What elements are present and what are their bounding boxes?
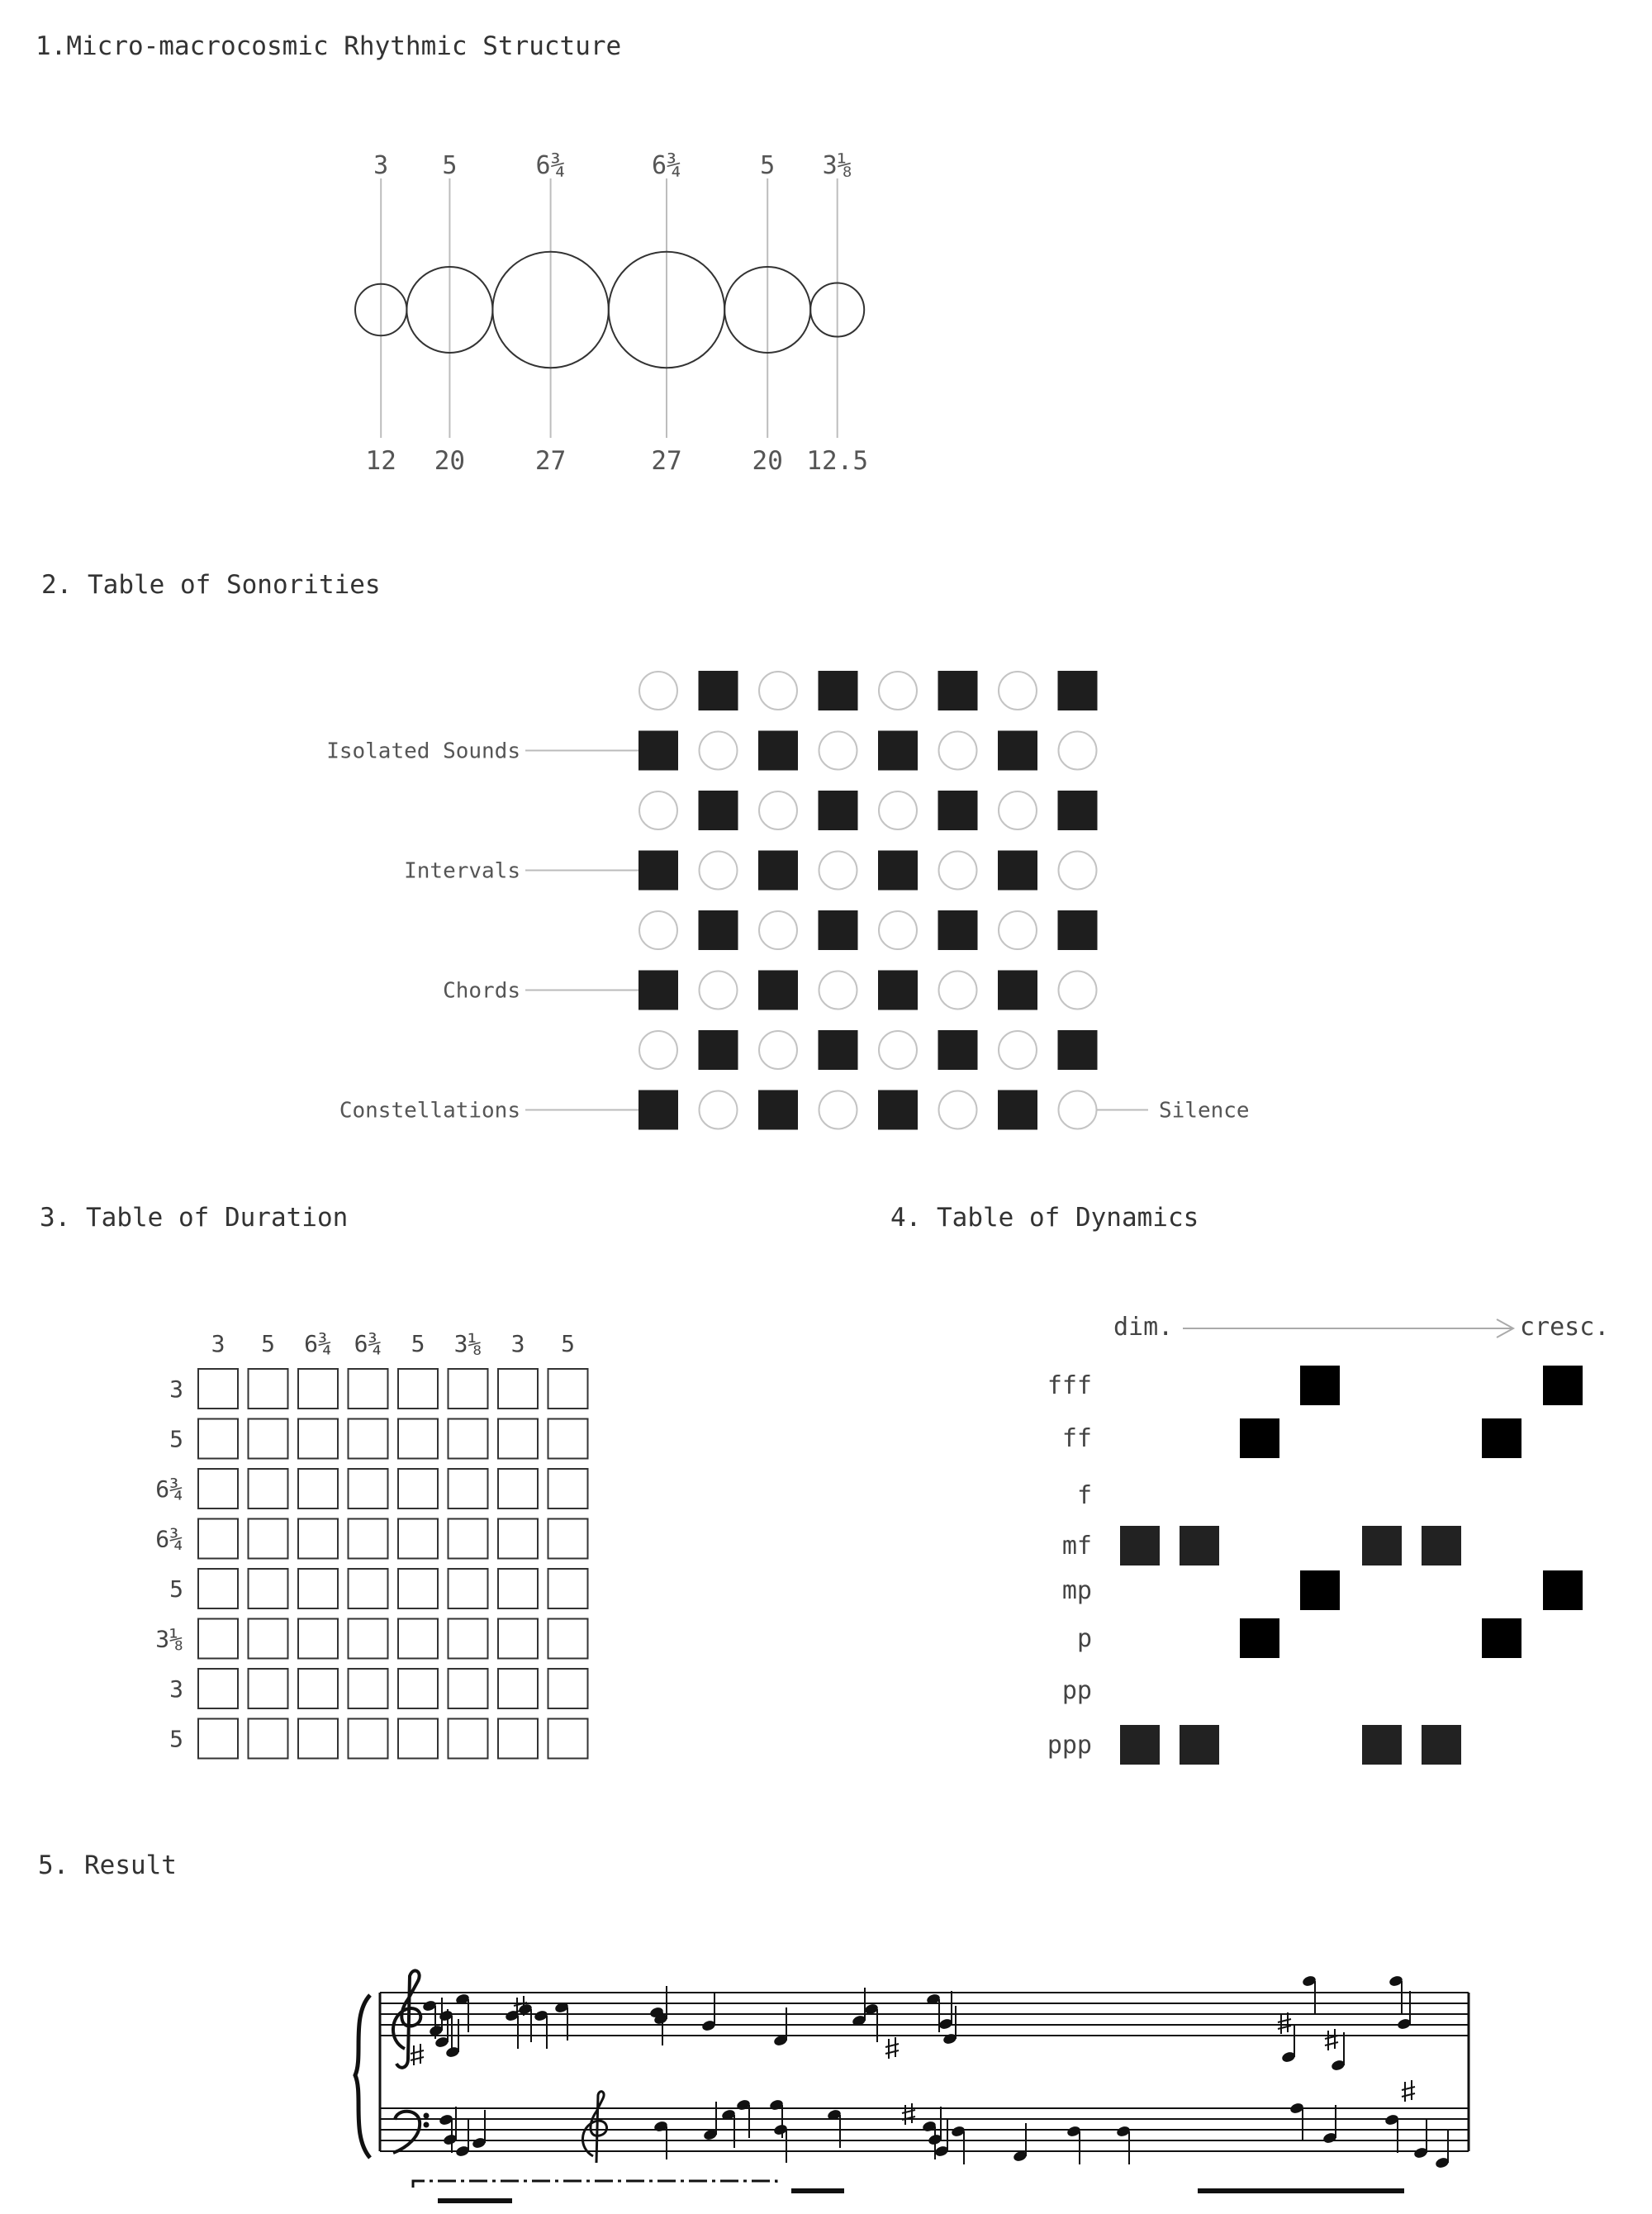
duration-row-header: 5	[169, 1425, 183, 1453]
sonority-filled-cell	[878, 971, 918, 1010]
sonority-filled-cell	[819, 1030, 858, 1070]
circle-bottom-label: 20	[434, 446, 466, 476]
sonority-empty-cell	[700, 1091, 738, 1129]
duration-cell	[498, 1719, 538, 1759]
dynamic-level-label: fff	[1047, 1371, 1092, 1400]
rhythm-circle-1	[355, 151, 406, 476]
duration-cell	[198, 1669, 238, 1708]
rhythm-circle-6	[806, 151, 868, 476]
sonority-filled-cell	[1058, 1030, 1098, 1070]
duration-cell	[498, 1569, 538, 1608]
duration-cell	[198, 1469, 238, 1508]
dynamic-level-label: pp	[1061, 1676, 1092, 1705]
duration-cell	[298, 1619, 338, 1659]
dynamics-table	[1047, 1313, 1610, 1765]
sonority-empty-cell	[759, 1031, 797, 1069]
sonority-empty-cell	[759, 672, 797, 710]
duration-row-header: 5	[169, 1575, 183, 1603]
circle-top-label: 5	[442, 151, 458, 180]
sonority-empty-cell	[999, 791, 1037, 829]
dynamic-mark	[1240, 1418, 1279, 1458]
duration-cell	[449, 1519, 488, 1559]
duration-cell	[548, 1619, 588, 1659]
sonority-filled-cell	[1058, 791, 1098, 830]
section5-title: 5. Result	[38, 1851, 177, 1880]
sonority-filled-cell	[998, 731, 1037, 771]
duration-cell	[298, 1419, 338, 1459]
duration-cell	[249, 1519, 288, 1559]
dynamic-level-label: f	[1076, 1481, 1092, 1510]
sonority-empty-cell	[999, 1031, 1037, 1069]
dynamic-mark	[1543, 1570, 1583, 1610]
duration-cell	[498, 1669, 538, 1708]
duration-row-header: 6¾	[155, 1525, 183, 1553]
duration-cell	[449, 1719, 488, 1759]
sonority-filled-cell	[699, 671, 738, 710]
duration-cell	[398, 1669, 438, 1708]
duration-table	[155, 1330, 587, 1759]
sonority-empty-cell	[879, 791, 917, 829]
bass-clef-dot-icon	[424, 2122, 429, 2127]
sonority-empty-cell	[759, 911, 797, 949]
duration-cell	[298, 1719, 338, 1759]
duration-cell	[498, 1469, 538, 1508]
dynamic-mark	[1422, 1725, 1461, 1765]
section3-title: 3. Table of Duration	[40, 1203, 349, 1233]
duration-cell	[349, 1419, 388, 1459]
sonority-filled-cell	[638, 1090, 678, 1130]
sonority-empty-cell	[819, 1091, 857, 1129]
duration-cell	[298, 1669, 338, 1708]
sonority-empty-cell	[819, 972, 857, 1010]
sonority-filled-cell	[758, 731, 798, 771]
section4-title: 4. Table of Dynamics	[890, 1203, 1199, 1233]
duration-cell	[249, 1669, 288, 1708]
dim-label: dim.	[1113, 1313, 1174, 1342]
section1-title: 1.Micro-macrocosmic Rhythmic Structure	[36, 31, 622, 61]
duration-row-header: 3	[169, 1375, 183, 1403]
grand-staff-brace	[355, 1995, 370, 2158]
sonority-filled-cell	[938, 910, 978, 950]
dynamic-mark	[1180, 1725, 1219, 1765]
duration-cell	[398, 1469, 438, 1508]
duration-cell	[198, 1619, 238, 1659]
duration-cell	[349, 1369, 388, 1409]
sonority-filled-cell	[819, 671, 858, 710]
dynamic-mark	[1482, 1618, 1521, 1658]
duration-cell	[349, 1619, 388, 1659]
sharp-icon	[1278, 2012, 1291, 2034]
duration-cell	[298, 1569, 338, 1608]
sonority-empty-cell	[939, 852, 977, 890]
sonority-empty-cell	[1059, 852, 1097, 890]
dynamic-mark	[1543, 1366, 1583, 1405]
circle-bottom-label: 27	[651, 446, 682, 476]
sonority-filled-cell	[1058, 910, 1098, 950]
duration-col-header: 3	[510, 1330, 525, 1357]
duration-cell	[298, 1469, 338, 1508]
duration-cell	[349, 1519, 388, 1559]
sonority-filled-cell	[938, 671, 978, 710]
sharp-icon	[1325, 2029, 1338, 2050]
dynamic-mark	[1422, 1526, 1461, 1565]
duration-cell	[398, 1719, 438, 1759]
bass-clef-icon	[393, 2112, 420, 2153]
duration-cell	[198, 1569, 238, 1608]
duration-cell	[548, 1519, 588, 1559]
duration-cell	[298, 1519, 338, 1559]
sonority-empty-cell	[879, 672, 917, 710]
duration-col-header: 5	[411, 1330, 425, 1357]
dynamic-mark	[1300, 1366, 1340, 1405]
duration-cell	[449, 1419, 488, 1459]
duration-col-header: 3⅛	[453, 1330, 482, 1357]
duration-col-header: 5	[561, 1330, 575, 1357]
duration-cell	[398, 1369, 438, 1409]
sonority-filled-cell	[758, 851, 798, 891]
sonority-filled-cell	[638, 851, 678, 891]
sharp-icon	[902, 2103, 915, 2125]
duration-row-header: 6¾	[155, 1475, 183, 1503]
duration-cell	[349, 1669, 388, 1708]
sonority-filled-cell	[878, 1090, 918, 1130]
sonority-empty-cell	[1059, 732, 1097, 770]
sonority-empty-cell	[700, 732, 738, 770]
rhythm-circle-4	[609, 151, 724, 476]
sonority-filled-cell	[819, 791, 858, 830]
dynamic-mark	[1300, 1570, 1340, 1610]
duration-row-header: 5	[169, 1725, 183, 1753]
duration-row-header: 3	[169, 1675, 183, 1703]
sonority-filled-cell	[819, 910, 858, 950]
sonority-row-label: Intervals	[404, 858, 520, 884]
sonority-empty-cell	[879, 1031, 917, 1069]
duration-cell	[198, 1719, 238, 1759]
sharp-icon	[885, 2037, 899, 2059]
duration-cell	[249, 1419, 288, 1459]
dynamic-mark	[1180, 1526, 1219, 1565]
duration-cell	[498, 1419, 538, 1459]
dynamic-level-label: p	[1076, 1624, 1092, 1653]
circle-bottom-label: 12.5	[806, 446, 869, 476]
sonority-row-label: Chords	[443, 978, 520, 1004]
sonority-empty-cell	[700, 972, 738, 1010]
duration-col-header: 5	[261, 1330, 275, 1357]
duration-cell	[198, 1519, 238, 1559]
sonority-filled-cell	[938, 1030, 978, 1070]
circle-top-label: 3	[373, 151, 389, 180]
sonority-empty-cell	[639, 672, 677, 710]
dynamic-mark	[1120, 1526, 1160, 1565]
sonority-filled-cell	[878, 851, 918, 891]
duration-cell	[349, 1569, 388, 1608]
sharp-icon	[411, 2044, 424, 2065]
duration-cell	[498, 1619, 538, 1659]
circle-top-label: 3⅛	[822, 151, 852, 180]
duration-row-header: 3⅛	[155, 1625, 183, 1653]
duration-col-header: 6¾	[354, 1330, 382, 1357]
sonority-empty-cell	[879, 911, 917, 949]
sharp-icon	[1402, 2080, 1415, 2102]
duration-cell	[398, 1519, 438, 1559]
duration-cell	[548, 1719, 588, 1759]
dynamic-level-label: mf	[1061, 1532, 1092, 1561]
duration-cell	[498, 1519, 538, 1559]
cresc-label: cresc.	[1520, 1313, 1610, 1342]
section2-title: 2. Table of Sonorities	[41, 570, 381, 600]
dynamic-level-label: ppp	[1047, 1731, 1092, 1760]
duration-cell	[548, 1569, 588, 1608]
duration-cell	[548, 1369, 588, 1409]
duration-cell	[398, 1569, 438, 1608]
score-excerpt	[355, 1970, 1469, 2201]
sonority-filled-cell	[998, 1090, 1037, 1130]
duration-col-header: 3	[211, 1330, 225, 1357]
dynamic-mark	[1482, 1418, 1521, 1458]
duration-cell	[349, 1469, 388, 1508]
sonority-filled-cell	[699, 910, 738, 950]
circle-top-label: 5	[760, 151, 776, 180]
sonority-filled-cell	[998, 851, 1037, 891]
dynamic-mark	[1362, 1526, 1402, 1565]
rhythmic-structure	[355, 151, 868, 476]
duration-cell	[449, 1369, 488, 1409]
sonority-empty-cell	[1059, 1091, 1097, 1129]
duration-cell	[449, 1619, 488, 1659]
sonority-filled-cell	[758, 1090, 798, 1130]
circle-bottom-label: 12	[365, 446, 396, 476]
sonority-empty-cell	[819, 852, 857, 890]
sonority-filled-cell	[699, 1030, 738, 1070]
sonority-empty-cell	[639, 1031, 677, 1069]
circle-top-label: 6¾	[535, 151, 566, 180]
duration-cell	[449, 1569, 488, 1608]
duration-cell	[548, 1469, 588, 1508]
duration-cell	[548, 1419, 588, 1459]
duration-cell	[548, 1669, 588, 1708]
duration-cell	[249, 1619, 288, 1659]
circle-bottom-label: 20	[752, 446, 783, 476]
duration-cell	[449, 1669, 488, 1708]
dynamic-mark	[1240, 1618, 1279, 1658]
rhythm-circle-5	[724, 151, 810, 476]
duration-cell	[449, 1469, 488, 1508]
sonority-filled-cell	[699, 791, 738, 830]
sonority-filled-cell	[638, 971, 678, 1010]
sonority-filled-cell	[938, 791, 978, 830]
sonority-empty-cell	[939, 1091, 977, 1129]
duration-cell	[198, 1369, 238, 1409]
sonority-filled-cell	[998, 971, 1037, 1010]
duration-cell	[198, 1419, 238, 1459]
sonority-row-label: Isolated Sounds	[326, 739, 520, 764]
duration-cell	[249, 1469, 288, 1508]
duration-cell	[249, 1719, 288, 1759]
sonority-empty-cell	[939, 732, 977, 770]
sonority-empty-cell	[639, 791, 677, 829]
duration-cell	[249, 1369, 288, 1409]
dynamic-mark	[1120, 1725, 1160, 1765]
sonority-empty-cell	[639, 911, 677, 949]
sonority-empty-cell	[999, 672, 1037, 710]
sonority-filled-cell	[878, 731, 918, 771]
duration-col-header: 6¾	[304, 1330, 332, 1357]
sonority-empty-cell	[1059, 972, 1097, 1010]
sonority-filled-cell	[1058, 671, 1098, 710]
sonority-filled-cell	[638, 731, 678, 771]
sonority-empty-cell	[759, 791, 797, 829]
sonority-row-label: Constellations	[339, 1098, 520, 1124]
sonorities-table	[326, 671, 1249, 1130]
duration-cell	[249, 1569, 288, 1608]
duration-cell	[498, 1369, 538, 1409]
sonority-empty-cell	[999, 911, 1037, 949]
dynamic-level-label: ff	[1061, 1424, 1092, 1453]
dynamic-level-label: mp	[1061, 1576, 1092, 1605]
rhythm-circle-3	[492, 151, 608, 476]
sonority-empty-cell	[819, 732, 857, 770]
treble-clef-change-icon	[582, 2092, 606, 2163]
duration-cell	[398, 1419, 438, 1459]
rhythm-circle-2	[406, 151, 492, 476]
circle-top-label: 6¾	[651, 151, 682, 180]
sonority-empty-cell	[939, 972, 977, 1010]
duration-cell	[398, 1619, 438, 1659]
duration-cell	[349, 1719, 388, 1759]
dynamic-mark	[1362, 1725, 1402, 1765]
rhythm-brackets	[413, 2181, 1404, 2201]
duration-cell	[298, 1369, 338, 1409]
sonority-filled-cell	[758, 971, 798, 1010]
sonority-empty-cell	[700, 852, 738, 890]
bass-clef-dot-icon	[424, 2113, 429, 2118]
silence-label: Silence	[1159, 1098, 1250, 1124]
circle-bottom-label: 27	[534, 446, 567, 476]
